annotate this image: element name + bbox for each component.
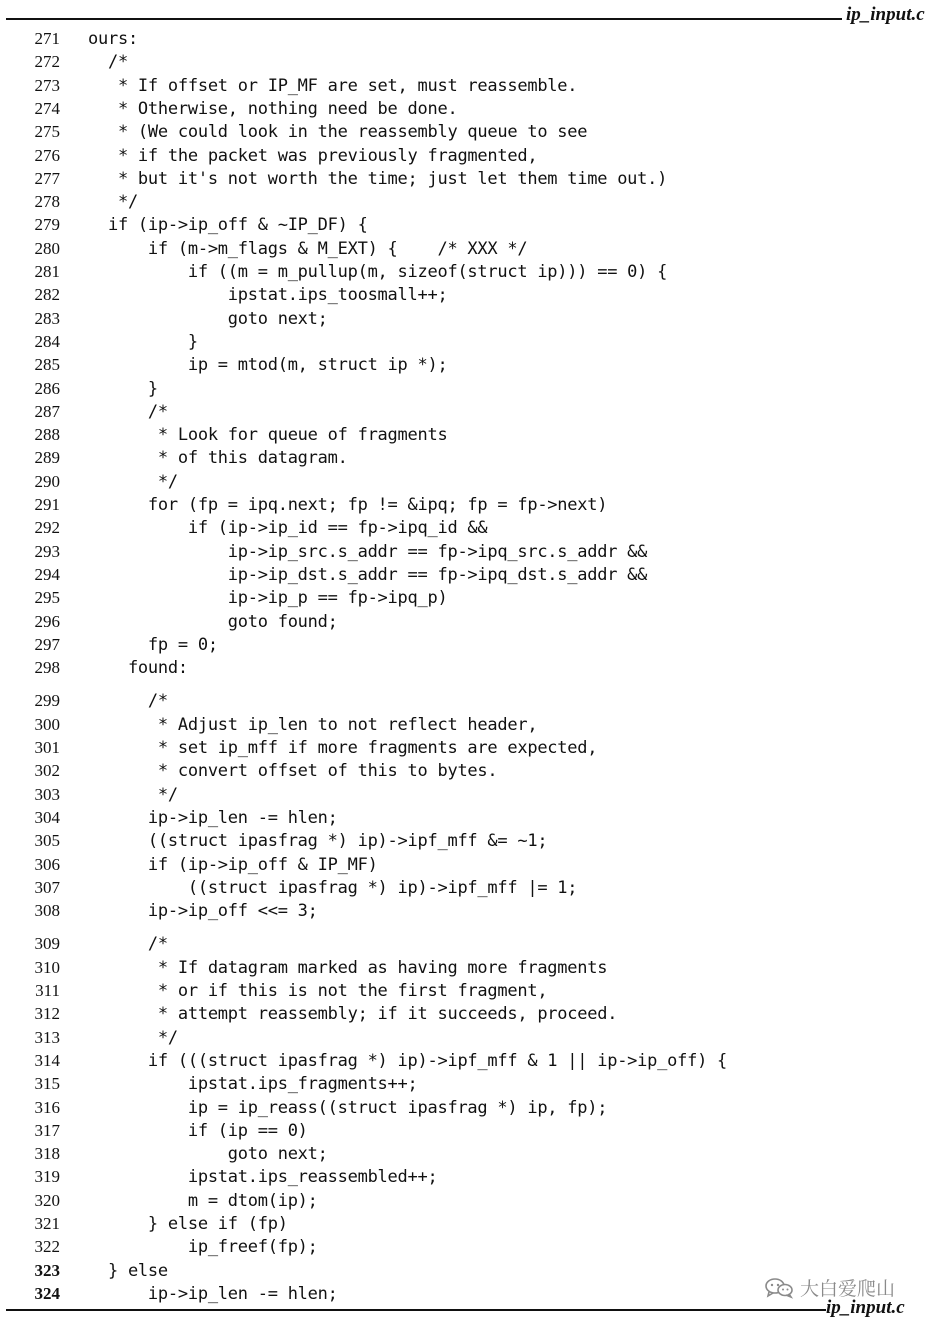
- code-text: goto found;: [88, 611, 338, 632]
- code-line: [0, 1120, 952, 1142]
- line-number: 299: [34, 691, 60, 711]
- code-text: if (ip->ip_id == fp->ipq_id &&: [88, 518, 488, 539]
- code-text: ip->ip_off <<= 3;: [88, 901, 318, 922]
- line-number: 301: [34, 738, 60, 757]
- code-line: [0, 784, 952, 806]
- code-text: if (ip->ip_off & IP_MF): [88, 854, 378, 875]
- code-line: [0, 168, 952, 190]
- code-text: * If datagram marked as having more fragments: [88, 957, 608, 978]
- code-text: ip->ip_dst.s_addr == fp->ipq_dst.s_addr &&: [88, 564, 648, 585]
- line-number: 272: [34, 52, 60, 72]
- line-number: 319: [34, 1167, 60, 1187]
- watermark-text: 大白爱爬山: [800, 1278, 896, 1300]
- line-number: 295: [34, 588, 60, 608]
- line-number: 274: [34, 98, 60, 118]
- code-line: [0, 933, 952, 955]
- code-text: * or if this is not the first fragment,: [88, 981, 548, 1001]
- line-number: 307: [34, 877, 60, 897]
- code-text: */: [88, 1027, 178, 1048]
- line-number: 291: [34, 495, 60, 514]
- code-text: }: [88, 331, 198, 352]
- line-number: 314: [34, 1050, 60, 1070]
- code-text: * (We could look in the reassembly queue to see: [88, 122, 588, 143]
- code-text: ip_freef(fp);: [88, 1237, 318, 1258]
- code-line: [0, 1003, 952, 1025]
- line-number: 297: [34, 634, 60, 654]
- code-text: ip->ip_len -= hlen;: [88, 1283, 338, 1304]
- code-line: [0, 541, 952, 563]
- code-line: [0, 121, 952, 143]
- code-text: ip = mtod(m, struct ip *);: [88, 355, 448, 376]
- watermark: [764, 1274, 895, 1301]
- code-text: goto next;: [88, 1144, 328, 1165]
- code-text: */: [88, 784, 178, 805]
- code-text: ours:: [88, 29, 138, 49]
- code-text: */: [88, 192, 138, 213]
- line-number: 302: [34, 761, 60, 781]
- line-number: 289: [34, 448, 60, 468]
- line-number: 303: [34, 784, 60, 804]
- code-text: ip->ip_src.s_addr == fp->ipq_src.s_addr &&: [88, 541, 648, 562]
- code-line: [0, 145, 952, 167]
- code-line: [0, 587, 952, 609]
- code-text: if (m->m_flags & M_EXT) { /* XXX */: [88, 238, 528, 259]
- code-text: } else if (fp): [88, 1214, 288, 1234]
- line-number: 278: [34, 192, 60, 212]
- code-text: if (ip->ip_off & ~IP_DF) {: [88, 215, 368, 236]
- code-line: [0, 900, 952, 922]
- code-line: [0, 308, 952, 330]
- line-number: 310: [34, 957, 60, 977]
- code-line: [0, 51, 952, 73]
- code-text: ip = ip_reass((struct ipasfrag *) ip, fp);: [88, 1097, 608, 1118]
- code-text: if (ip == 0): [88, 1120, 308, 1141]
- line-number: 316: [34, 1097, 60, 1117]
- line-number: 306: [34, 854, 60, 874]
- code-line: [0, 1073, 952, 1095]
- code-text: /*: [88, 401, 168, 422]
- code-line: [0, 284, 952, 306]
- code-text: */: [88, 471, 178, 492]
- line-number: 288: [34, 425, 60, 445]
- line-number: 323: [34, 1260, 60, 1280]
- line-number: 280: [34, 238, 60, 258]
- code-line: [0, 957, 952, 979]
- line-number: 271: [34, 29, 60, 48]
- code-text: /*: [88, 691, 168, 712]
- code-text: * convert offset of this to bytes.: [88, 761, 498, 782]
- code-line: [0, 690, 952, 712]
- code-text: /*: [88, 52, 128, 73]
- line-number: 275: [34, 122, 60, 142]
- code-line: [0, 980, 952, 1002]
- code-text: ipstat.ips_reassembled++;: [88, 1167, 438, 1188]
- line-number: 287: [34, 401, 60, 421]
- code-text: /*: [88, 934, 168, 955]
- line-number: 304: [34, 807, 60, 827]
- line-number: 324: [34, 1283, 60, 1303]
- code-line: [0, 1166, 952, 1188]
- code-line: [0, 471, 952, 493]
- code-line: [0, 564, 952, 586]
- code-text: * set ip_mff if more fragments are expected,: [88, 738, 598, 758]
- line-number: 321: [34, 1214, 60, 1233]
- line-number: 277: [34, 168, 60, 188]
- line-number: 281: [34, 262, 60, 281]
- line-number: 313: [34, 1027, 60, 1047]
- code-line: [0, 1213, 952, 1235]
- code-line: [0, 401, 952, 423]
- code-text: ipstat.ips_toosmall++;: [88, 285, 448, 306]
- code-line: [0, 854, 952, 876]
- code-text: * attempt reassembly; if it succeeds, proceed.: [88, 1004, 618, 1025]
- wechat-icon: [764, 1277, 794, 1299]
- line-number: 290: [34, 471, 60, 491]
- line-number: 322: [34, 1237, 60, 1257]
- code-line: [0, 830, 952, 852]
- line-number: 283: [34, 308, 60, 328]
- line-number: 279: [34, 215, 60, 235]
- code-line: [0, 1190, 952, 1212]
- line-number: 276: [34, 145, 60, 165]
- code-text: ipstat.ips_fragments++;: [88, 1074, 418, 1095]
- code-line: [0, 611, 952, 633]
- code-text: ip->ip_len -= hlen;: [88, 807, 338, 828]
- line-number: 292: [34, 518, 60, 538]
- line-number: 305: [34, 831, 60, 851]
- line-number: 273: [34, 75, 60, 95]
- line-number: 284: [34, 331, 60, 351]
- line-number: 294: [34, 564, 60, 584]
- footer-filename: ip_input.c: [826, 1297, 905, 1318]
- code-line: [0, 760, 952, 782]
- line-number: 317: [34, 1120, 60, 1140]
- code-text: fp = 0;: [88, 634, 218, 655]
- code-line: [0, 1236, 952, 1258]
- code-text: * Otherwise, nothing need be done.: [88, 98, 458, 119]
- code-text: * of this datagram.: [88, 448, 348, 469]
- code-line: [0, 98, 952, 120]
- code-text: for (fp = ipq.next; fp != &ipq; fp = fp->next): [88, 495, 608, 515]
- code-text: found:: [88, 658, 188, 679]
- code-text: if ((m = m_pullup(m, sizeof(struct ip))) == 0) {: [88, 262, 668, 282]
- code-line: [0, 494, 952, 516]
- line-number: 315: [34, 1074, 60, 1094]
- code-line: [0, 1027, 952, 1049]
- code-text: ((struct ipasfrag *) ip)->ipf_mff |= 1;: [88, 877, 578, 898]
- code-line: [0, 1097, 952, 1119]
- line-number: 320: [34, 1190, 60, 1210]
- code-text: ((struct ipasfrag *) ip)->ipf_mff &= ~1;: [88, 831, 548, 852]
- line-number: 318: [34, 1144, 60, 1164]
- code-line: [0, 261, 952, 283]
- code-line: [0, 378, 952, 400]
- code-line: [0, 75, 952, 97]
- code-text: * If offset or IP_MF are set, must reassemble.: [88, 75, 578, 96]
- line-number: 311: [35, 981, 60, 1000]
- line-number: 293: [34, 541, 60, 561]
- line-number: 296: [34, 611, 60, 631]
- code-line: [0, 28, 952, 50]
- code-line: [0, 238, 952, 260]
- code-line: [0, 657, 952, 679]
- line-number: 285: [34, 355, 60, 375]
- code-line: [0, 1050, 952, 1072]
- code-text: * but it's not worth the time; just let them time out.): [88, 168, 668, 189]
- code-text: } else: [88, 1260, 168, 1281]
- line-number: 298: [34, 658, 60, 678]
- code-line: [0, 877, 952, 899]
- code-text: goto next;: [88, 308, 328, 329]
- code-text: * Adjust ip_len to not reflect header,: [88, 714, 538, 735]
- code-line: [0, 191, 952, 213]
- code-text: ip->ip_p == fp->ipq_p): [88, 588, 448, 609]
- code-text: * if the packet was previously fragmented,: [88, 145, 538, 166]
- code-text: * Look for queue of fragments: [88, 425, 448, 446]
- code-line: [0, 447, 952, 469]
- code-text: }: [88, 378, 158, 399]
- code-line: [0, 1143, 952, 1165]
- code-line: [0, 214, 952, 236]
- line-number: 286: [34, 378, 60, 398]
- line-number: 300: [34, 714, 60, 734]
- code-line: [0, 714, 952, 736]
- code-line: [0, 737, 952, 759]
- code-line: [0, 807, 952, 829]
- line-number: 312: [34, 1004, 60, 1024]
- line-number: 282: [34, 285, 60, 305]
- code-line: [0, 634, 952, 656]
- code-line: [0, 517, 952, 539]
- code-line: [0, 424, 952, 446]
- code-line: [0, 354, 952, 376]
- line-number: 309: [34, 934, 60, 954]
- code-text: if (((struct ipasfrag *) ip)->ipf_mff & 1 || ip->ip_off) {: [88, 1050, 728, 1071]
- code-text: m = dtom(ip);: [88, 1190, 318, 1211]
- header-filename: ip_input.c: [846, 4, 925, 25]
- bottom-rule: [6, 1309, 826, 1311]
- line-number: 308: [34, 901, 60, 921]
- code-line: [0, 331, 952, 353]
